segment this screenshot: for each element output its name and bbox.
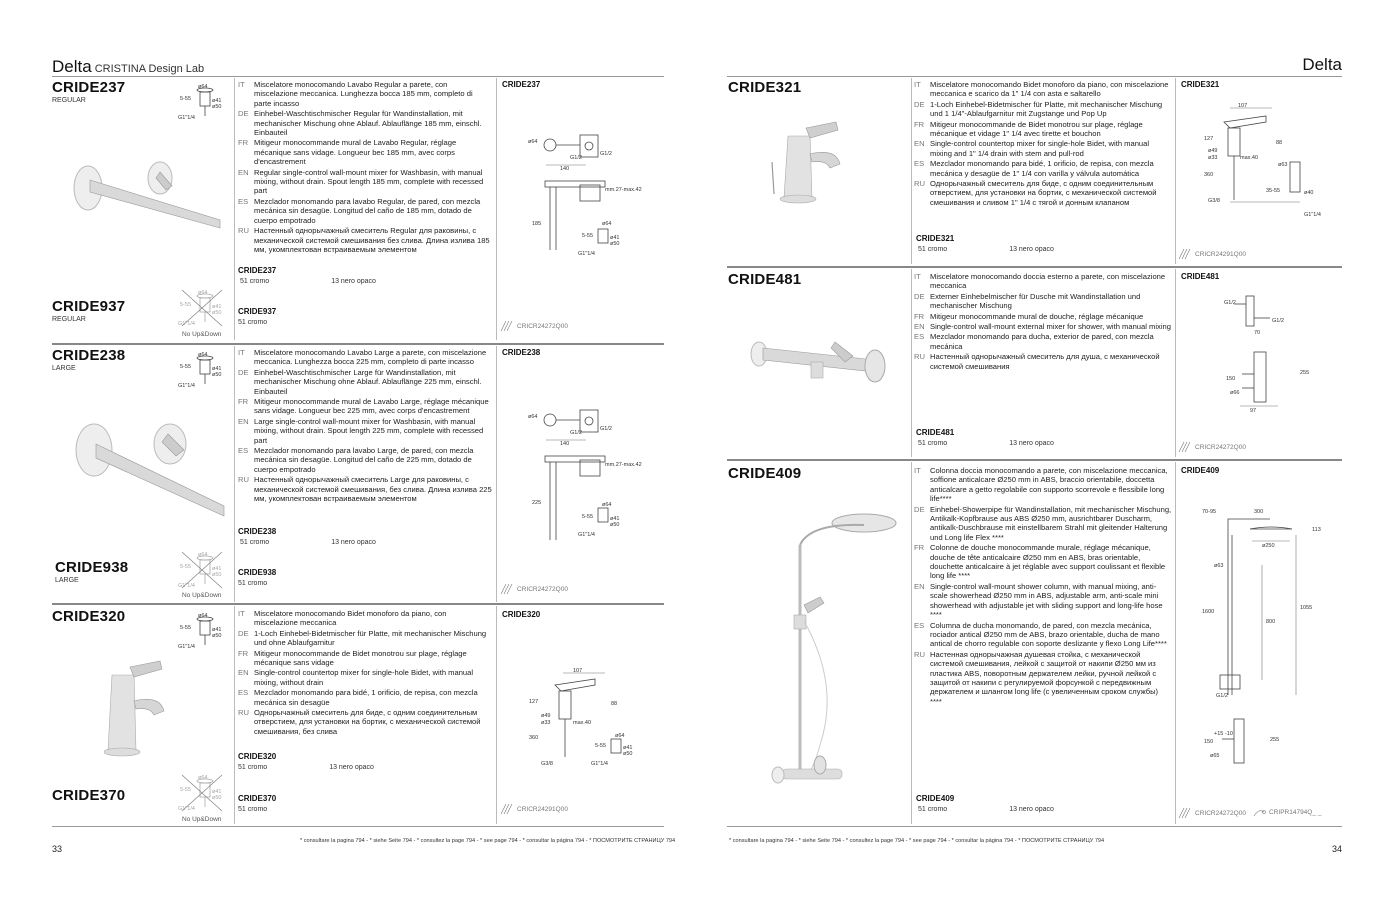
svg-text:107: 107: [573, 668, 583, 674]
header-rule: [52, 76, 664, 77]
section-rule: [52, 603, 664, 605]
finish-code: CRIDE321: [916, 234, 955, 243]
svg-text:127: 127: [529, 699, 539, 705]
product-variant: REGULAR: [52, 316, 86, 323]
finish-code: CRIDE481: [916, 428, 955, 437]
svg-text:G1"1/4: G1"1/4: [578, 251, 595, 257]
no-updown-label: No Up&Down: [182, 816, 222, 823]
column-divider: [496, 346, 497, 602]
section-rule: [727, 459, 1342, 461]
svg-text:360: 360: [529, 735, 539, 741]
svg-text:255: 255: [1270, 737, 1280, 743]
svg-text:35-55: 35-55: [1266, 188, 1281, 194]
footnote: * consultare la pagina 794 - * siehe Seite 794 - * consultez la page 794 - * see page 794 - * consultar la página 794 - * ПОСМОТРИТЕ СТРАНИЦУ 794: [729, 838, 1105, 844]
svg-text:150: 150: [1204, 739, 1214, 745]
finish-code: CRIDE409: [916, 794, 955, 803]
svg-text:ø64: ø64: [528, 414, 538, 420]
column-divider: [234, 606, 235, 824]
product-description: IT Miscelatore monocomando Lavabo Large a parete, con miscelazione meccanica. Lunghezza bocca 225 mm, completo di parte incasso DE Einhebel-Waschtischmischer Large für Wandinstallation, mit mechanischer Mischung ohne Ablauf. Ablauflänge 225 mm, einschl. Einbauteil FR Mitigeur monocommande mural de Lavabo Large, réglage mécanique sans vidage. Longueur bec 225 mm, avec corps d'encastrement EN Large single-control wall-mount mixer for Washbasin, with manual mixing, without drain. Spout length 225 mm, complete with recessed part ES Mezclador monomando para lavabo Large, de pared, con mezcla mecánica sin desagüe. Longitud del caño de 225 mm, dotado de cuerpo empotrado RU Настенный однорычажный смеситель Large для раковины, с механической системой смешивания, без слива. Длина излива 225 мм, укомплектован встраиваемым элементом: [238, 348, 492, 504]
brand-name: Delta: [52, 57, 92, 76]
svg-text:360: 360: [1204, 172, 1214, 178]
no-updown-label: No Up&Down: [182, 592, 222, 599]
svg-text:5-55: 5-55: [582, 514, 594, 520]
footer-rule: [52, 826, 664, 827]
svg-text:ø41: ø41: [212, 98, 222, 104]
svg-text:ø63: ø63: [1214, 563, 1224, 569]
svg-text:ø50: ø50: [623, 751, 633, 757]
column-divider: [234, 78, 235, 340]
footnote: * consultare la pagina 794 - * siehe Seite 794 - * consultez la page 794 - * see page 794 - * consultar la página 794 - * ПОСМОТРИТЕ СТРАНИЦУ 794: [300, 838, 676, 844]
product-variant: REGULAR: [52, 97, 86, 104]
svg-text:ø50: ø50: [212, 572, 222, 578]
svg-text:ø250: ø250: [1262, 543, 1275, 549]
svg-text:ø41: ø41: [212, 566, 222, 572]
product-code: CRIDE237: [52, 79, 126, 96]
svg-text:5-55: 5-55: [582, 233, 594, 239]
svg-text:max.40: max.40: [1240, 155, 1259, 161]
svg-text:5-55: 5-55: [180, 302, 192, 308]
svg-text:ø50: ø50: [212, 795, 222, 801]
svg-text:1055: 1055: [1300, 605, 1313, 611]
svg-text:ø40: ø40: [1304, 190, 1314, 196]
finish-options: 51 cromo 13 nero opaco: [238, 764, 374, 771]
cartridge-icon: [500, 320, 514, 332]
svg-text:G1/2: G1/2: [1224, 300, 1236, 306]
svg-text:ø64: ø64: [198, 352, 208, 358]
wall-mixer-image: [60, 160, 230, 240]
svg-text:ø66: ø66: [1230, 390, 1240, 396]
svg-text:mm.27-max.42: mm.27-max.42: [605, 462, 642, 468]
product-description: IT Miscelatore monocomando Bidet monoforo da piano, con miscelazione meccanica e scarico da 1" 1/4 con asta e saltarello DE 1-Loch Einhebel-Bidetmischer für Platte, mit mechanischer Mischung und 1 1/4"-Ablaufgarnitur mit Zugstange und Pop Up FR Mitigeur monocommande de Bidet monotrou sur plage, réglage mécanique et vidage 1" 1/4 avec tirette et bouchon EN Single-control countertop mixer for single-hole Bidet, with manual mixing and 1" 1/4 drain with stem and pull-rod ES Mezclador monomando para bidé, 1 orificio, de repisa, con mezcla mecánica y desagüe de 1" 1/4 con varilla y válvula automática RU Однорычажный смеситель для биде, с одним соединительным отверстием, для установки на бортик, с механической системой смешивания и сливом 1" 1/4 с тягой и донным клапаном: [914, 80, 1169, 207]
svg-text:G1"1/4: G1"1/4: [578, 532, 595, 538]
waste-icon-crossed: [178, 550, 226, 590]
svg-text:ø41: ø41: [610, 516, 620, 522]
cartridge-icon: [1178, 248, 1192, 260]
svg-text:ø41: ø41: [212, 366, 222, 372]
svg-text:ø65: ø65: [1210, 753, 1220, 759]
svg-text:88: 88: [1276, 140, 1283, 146]
finish-options: 51 cromo 13 nero opaco: [240, 278, 376, 285]
svg-text:150: 150: [1226, 376, 1236, 382]
svg-text:5-55: 5-55: [180, 625, 192, 631]
waste-icon-crossed: [178, 288, 226, 328]
svg-text:800: 800: [1266, 619, 1276, 625]
left-page-title: [52, 57, 204, 77]
svg-text:127: 127: [1204, 136, 1214, 142]
product-description: IT Miscelatore monocomando Lavabo Regular a parete, con miscelazione meccanica. Lunghezza bocca 185 mm, completo di parte incasso DE Einhebel-Waschtischmischer Regular für Wandinstallation, mit mechanischer Mischung ohne Ablauf. Ablauflänge 185 mm, einschl. Einbauteil FR Mitigeur monocommande mural de Lavabo Regular, réglage mécanique sans vidage. Longueur bec 185 mm, avec corps d'encastrement EN Regular single-control wall-mount mixer for Washbasin, with manual mixing, without drain. Spout length 185 mm, complete with recessed part ES Mezclador monomando para lavabo Regular, de pared, con mezcla mecánica sin desagüe. Longitud del caño de 185 mm, dotado de cuerpo empotrado RU Настенный однорычажный смеситель Regular для раковины, с механической системой смешивания без слива. Длина излива 185 мм, укомплектован встраиваемым элементом: [238, 80, 490, 254]
product-variant: LARGE: [52, 365, 76, 372]
svg-text:107: 107: [1238, 103, 1248, 109]
product-description: IT Miscelatore monocomando Bidet monoforo da piano, con miscelazione meccanica DE 1-Loch Einhebel-Bidetmischer für Platte, mit mechanischer Mischung und ohne Ablaufgarnitur FR Mitigeur monocommande de Bidet monotrou sur plage, réglage mécanique sans vidage EN Single-control countertop mixer for single-hole Bidet, with manual mixing, without drain ES Mezclador monomando para bidé, 1 orificio, de repisa, con mezcla mecánica sin desagüe RU Однорычажный смеситель для биде, с одним соединительным отверстием, для установки на бортик, с механической системой смешивания, без слива: [238, 609, 487, 736]
column-divider: [911, 462, 912, 824]
cartridge-ref: CRICR24291Q00: [1178, 248, 1246, 260]
svg-text:ø41: ø41: [212, 304, 222, 310]
drawing-label: CRIDE320: [502, 610, 541, 619]
column-divider: [911, 269, 912, 457]
svg-text:ø49: ø49: [541, 713, 551, 719]
shower-mixer-image: [745, 328, 895, 398]
svg-text:ø41: ø41: [610, 235, 620, 241]
svg-text:140: 140: [560, 441, 570, 447]
svg-text:G1/2: G1/2: [570, 430, 582, 436]
finish-code: CRIDE238: [238, 527, 277, 536]
product-code: CRIDE321: [728, 79, 802, 96]
waste-icon: [178, 611, 226, 651]
svg-text:G1"1/4: G1"1/4: [591, 761, 608, 767]
finish-code: CRIDE320: [238, 752, 277, 761]
svg-text:ø63: ø63: [1278, 162, 1288, 168]
header-rule: [727, 76, 1342, 77]
svg-text:G1"1/4: G1"1/4: [178, 321, 195, 327]
product-description: IT Colonna doccia monocomando a parete, con miscelazione meccanica, soffione anticalcare Ø250 mm in ABS, braccio orientabile, doccetta anticalcare a getto regolabile con supporto scorrevole e flessibile long life**** DE Einhebel-Showerpipe für Wandinstallation, mit mechanischer Mischung, Antikalk-Kopfbrause aus ABS Ø250 mm, ausrichtbarer Duscharm, antikalk-Duschbrause mit einstellbarem Strahl mit gleitender Halterung und Long life Flex **** FR Colonne de douche monocommande murale, réglage mécanique, douche de tête anticalcaire Ø250 mm en ABS, bras orientable, douchette anticalcaire à jet réglable avec support coulissant et flexible long life **** EN Single-control wall-mount shower column, with manual mixing, anti-scale showerhead Ø250 mm in ABS, adjustable arm, anti-scale mini showerhead with adjustable jet with sliding support and long-life hose **** ES Columna de ducha monomando, de pared, con mezcla mecánica, rociador antical Ø250 mm de ABS, brazo orientable, ducha de mano antical de chorro regulable con soporte deslizante y flexo Long Life**** RU Настенная однорычажная душевая стойка, с механической системой смешивания, лейкой с защитой от накипи Ø250 мм из пластика ABS, поворотным держателем лейки, ручной лейкой с защитой от накипи с регулируемой форсункой с передвижным держателем и шлангом long life (с увеличенным сроком службы) ****: [914, 466, 1172, 706]
svg-text:ø64: ø64: [198, 552, 208, 558]
svg-text:G1"1/4: G1"1/4: [178, 806, 195, 812]
right-page-title: [1302, 55, 1342, 75]
cartridge-ref: CRICR24272Q00: [500, 320, 568, 332]
technical-drawing: [520, 400, 660, 545]
waste-icon: [178, 82, 226, 122]
finish-options: 51 cromo 13 nero opaco: [918, 440, 1054, 447]
svg-text:G1"1/4: G1"1/4: [178, 383, 195, 389]
technical-drawing: [1200, 100, 1335, 225]
finish-code: CRIDE370: [238, 794, 277, 803]
svg-text:G1"1/4: G1"1/4: [178, 115, 195, 121]
svg-text:G1"1/4: G1"1/4: [1304, 212, 1321, 218]
brand-subtitle: CRISTINA Design Lab: [94, 63, 205, 75]
column-divider: [496, 78, 497, 340]
cartridge-icon: [1178, 441, 1192, 453]
svg-text:G1"1/4: G1"1/4: [178, 644, 195, 650]
column-divider: [1175, 462, 1176, 824]
svg-text:300: 300: [1254, 509, 1264, 515]
cartridge-ref: CRICR24272Q00: [1178, 441, 1246, 453]
technical-drawing: [525, 665, 660, 770]
svg-text:ø64: ø64: [198, 84, 208, 90]
svg-text:185: 185: [532, 221, 542, 227]
svg-text:ø64: ø64: [602, 221, 612, 227]
svg-text:ø64: ø64: [615, 733, 625, 739]
column-divider: [234, 346, 235, 602]
drawing-label: CRIDE321: [1181, 80, 1220, 89]
svg-text:ø50: ø50: [610, 241, 620, 247]
svg-text:140: 140: [560, 166, 570, 172]
column-divider: [1175, 269, 1176, 457]
drawing-label: CRIDE237: [502, 80, 541, 89]
wall-mixer-image: [60, 420, 230, 530]
product-code: CRIDE370: [52, 787, 126, 804]
svg-text:ø64: ø64: [602, 502, 612, 508]
cartridge-icon: [500, 583, 514, 595]
svg-text:G1/2: G1/2: [600, 151, 612, 157]
svg-text:G1/2: G1/2: [600, 426, 612, 432]
technical-drawing: [1220, 290, 1330, 415]
svg-text:G1/2: G1/2: [570, 155, 582, 161]
svg-text:G3/8: G3/8: [541, 761, 553, 767]
finish-options: 51 cromo 13 nero opaco: [240, 539, 376, 546]
svg-text:5-55: 5-55: [180, 564, 192, 570]
svg-text:G3/8: G3/8: [1208, 198, 1220, 204]
svg-text:+15 -10: +15 -10: [1214, 731, 1233, 737]
finish-options: 51 cromo 13 nero opaco: [918, 806, 1054, 813]
finish-options: 51 cromo: [238, 806, 268, 813]
svg-text:70-95: 70-95: [1202, 509, 1217, 515]
cartridge-icon: [1178, 807, 1192, 819]
svg-text:ø64: ø64: [198, 613, 208, 619]
cartridge-ref: CRICR24272Q00: [500, 583, 568, 595]
product-variant: LARGE: [55, 577, 79, 584]
svg-text:5-55: 5-55: [180, 364, 192, 370]
svg-text:5-55: 5-55: [180, 787, 192, 793]
drawing-label: CRIDE409: [1181, 466, 1220, 475]
svg-text:ø33: ø33: [1208, 155, 1218, 161]
brand-name: Delta: [1302, 55, 1342, 74]
svg-text:97: 97: [1250, 408, 1257, 414]
drawing-label: CRIDE238: [502, 348, 541, 357]
product-code: CRIDE238: [52, 347, 126, 364]
column-divider: [911, 78, 912, 264]
svg-text:ø49: ø49: [1208, 148, 1218, 154]
section-rule: [52, 343, 664, 345]
drawing-label: CRIDE481: [1181, 272, 1220, 281]
no-updown-label: No Up&Down: [182, 331, 222, 338]
column-divider: [1175, 78, 1176, 264]
svg-text:ø41: ø41: [212, 627, 222, 633]
finish-code: CRIDE938: [238, 568, 277, 577]
svg-text:225: 225: [532, 500, 542, 506]
bidet-mixer-image: [760, 112, 850, 207]
svg-text:70: 70: [1254, 330, 1261, 336]
waste-icon: [178, 350, 226, 390]
cartridge-icon: [500, 803, 514, 815]
svg-text:G1/2: G1/2: [1216, 693, 1228, 699]
cartridge-ref: CRICR24272Q00: [1178, 807, 1246, 819]
svg-text:ø41: ø41: [212, 789, 222, 795]
footer-rule: [727, 826, 1342, 827]
product-code: CRIDE937: [52, 298, 126, 315]
waste-icon-crossed: [178, 773, 226, 813]
svg-text:ø50: ø50: [212, 310, 222, 316]
svg-text:ø50: ø50: [212, 633, 222, 639]
svg-text:ø50: ø50: [610, 522, 620, 528]
svg-text:5-55: 5-55: [595, 743, 607, 749]
page-number: 33: [52, 844, 63, 854]
hose-ref: CRIPR14794Q_ _: [1252, 806, 1321, 818]
svg-text:88: 88: [611, 701, 618, 707]
svg-text:113: 113: [1312, 527, 1321, 533]
cartridge-ref: CRICR24291Q00: [500, 803, 568, 815]
finish-options: 51 cromo 13 nero opaco: [918, 246, 1054, 253]
technical-drawing: [1200, 505, 1335, 770]
page-number: 34: [1332, 844, 1343, 854]
product-code: CRIDE481: [728, 271, 802, 288]
product-code: CRIDE320: [52, 608, 126, 625]
svg-text:5-55: 5-55: [180, 96, 192, 102]
column-divider: [496, 606, 497, 824]
svg-text:ø50: ø50: [212, 372, 222, 378]
hose-icon: [1252, 806, 1266, 818]
finish-options: 51 cromo: [238, 580, 268, 587]
product-code: CRIDE409: [728, 465, 802, 482]
svg-text:G1/2: G1/2: [1272, 318, 1284, 324]
section-rule: [727, 266, 1342, 268]
product-description: IT Miscelatore monocomando doccia esterno a parete, con miscelazione meccanica DE Externer Einhebelmischer für Dusche mit Wandinstallation und mechanischer Mischung FR Mitigeur monocommande mural de douche, réglage mécanique EN Single-control wall-mount external mixer for shower, with manual mixing ES Mezclador monomando para ducha, exterior de pared, con mezcla mecánica RU Настенный однорычажный смеситель для душа, с механической системой смешивания: [914, 272, 1171, 371]
product-code: CRIDE938: [55, 559, 129, 576]
svg-text:ø64: ø64: [528, 139, 538, 145]
svg-text:1600: 1600: [1202, 609, 1215, 615]
svg-text:ø50: ø50: [212, 104, 222, 110]
svg-text:ø64: ø64: [198, 775, 208, 781]
bidet-mixer-image: [90, 655, 180, 760]
shower-column-image: [760, 505, 900, 805]
svg-text:ø64: ø64: [198, 290, 208, 296]
finish-code: CRIDE237: [238, 266, 277, 275]
svg-text:max.40: max.40: [573, 720, 592, 726]
finish-options: 51 cromo: [238, 319, 268, 326]
svg-text:ø41: ø41: [623, 745, 633, 751]
svg-text:G1"1/4: G1"1/4: [178, 583, 195, 589]
finish-code: CRIDE937: [238, 307, 277, 316]
svg-text:mm.27-max.42: mm.27-max.42: [605, 187, 642, 193]
svg-text:255: 255: [1300, 370, 1310, 376]
svg-text:ø33: ø33: [541, 720, 551, 726]
technical-drawing: [520, 125, 660, 265]
